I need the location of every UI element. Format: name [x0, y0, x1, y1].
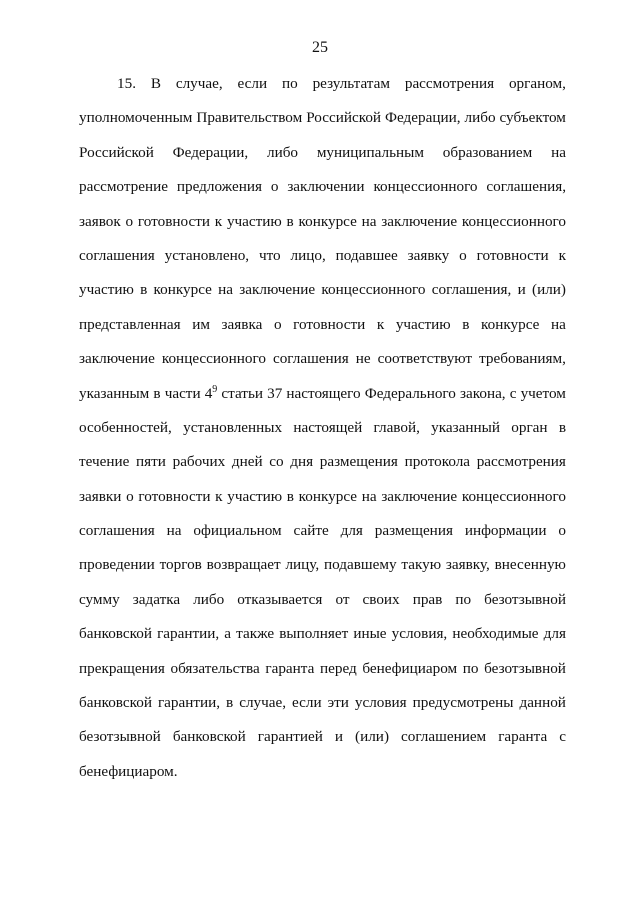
word: лицо, — [290, 246, 326, 264]
word: рассмотрения — [476, 453, 566, 471]
word: рассмотрение — [79, 178, 168, 196]
word: к — [214, 212, 223, 230]
word: в — [286, 212, 294, 230]
word: субъектом — [499, 109, 566, 127]
word: готовности — [476, 246, 549, 264]
word: и — [334, 728, 344, 746]
page-number: 25 — [312, 39, 328, 56]
word: условия, — [391, 625, 448, 643]
word: в — [226, 694, 234, 712]
word: готовности — [138, 487, 211, 505]
word: Федерального — [364, 384, 456, 402]
word: уполномоченным — [79, 109, 193, 127]
word: предусмотрены — [412, 694, 514, 712]
word: результатам — [312, 75, 390, 92]
word: на — [166, 522, 182, 540]
text-line — [79, 691, 566, 725]
word: о — [558, 522, 566, 540]
word: (или) — [355, 728, 389, 746]
word: размещения — [319, 453, 398, 471]
word: муниципальным — [316, 143, 424, 161]
word: банковской — [172, 728, 246, 746]
word: на — [551, 315, 566, 333]
word: о — [273, 315, 282, 333]
word: сайте — [293, 522, 329, 540]
word: требованиям, — [479, 350, 566, 368]
word: с — [559, 728, 566, 746]
text-line — [79, 657, 566, 691]
word: особенностей, — [79, 418, 172, 436]
text-line — [79, 622, 566, 656]
word: участию — [79, 281, 134, 299]
word: своих — [362, 590, 400, 608]
word: для — [340, 522, 363, 540]
word: учетом — [520, 384, 566, 402]
word: безотзывной — [484, 590, 566, 608]
word: либо — [193, 590, 225, 608]
word: сумму — [79, 590, 120, 608]
word: прав — [412, 590, 443, 608]
word: размещения — [374, 522, 453, 540]
word: данной — [519, 694, 566, 712]
word: части — [164, 384, 201, 402]
word: заключение — [381, 212, 458, 230]
word: установленных — [183, 418, 283, 436]
word: случае, — [239, 694, 287, 712]
text-line — [79, 106, 566, 140]
word: соответствуют — [377, 350, 473, 368]
word: торгов — [159, 556, 202, 574]
word: концессионного — [321, 281, 426, 299]
word: настоящего — [286, 384, 361, 402]
word: гарантии, — [157, 625, 220, 643]
word: выполняет — [279, 625, 349, 643]
word: о — [126, 487, 134, 505]
word: конкурсе — [298, 487, 358, 505]
word: не — [355, 350, 371, 368]
word: прекращения — [79, 659, 165, 677]
word: дня — [290, 453, 314, 471]
word: участию — [227, 487, 283, 505]
word: соглашения, — [486, 178, 566, 196]
word: концессионного — [461, 212, 566, 230]
word: банковской — [79, 694, 152, 712]
word: заявка — [221, 315, 263, 333]
word: соглашения — [79, 522, 155, 540]
word: по — [455, 590, 472, 608]
word: статьи — [221, 384, 263, 402]
word: им — [192, 315, 210, 333]
word: в — [153, 384, 161, 402]
word: главой, — [373, 418, 420, 436]
word: о — [125, 212, 134, 230]
word: настоящей — [293, 418, 363, 436]
text-line — [79, 382, 566, 416]
word: о — [270, 178, 279, 196]
word: внесенную — [494, 556, 566, 574]
word: необходимые — [452, 625, 539, 643]
word: рабочих — [172, 453, 226, 471]
word: заключение — [239, 281, 316, 299]
text-line — [79, 760, 566, 794]
word: 15. — [117, 75, 136, 92]
word: Федерации, — [385, 109, 461, 127]
word: соглашения — [272, 350, 349, 368]
word: рассмотрения — [404, 75, 495, 92]
word: к — [558, 246, 566, 264]
word: органом, — [508, 75, 566, 92]
word: предложения — [176, 178, 262, 196]
word: соглашения — [79, 246, 155, 264]
text-line — [79, 347, 566, 381]
word: информации — [464, 522, 547, 540]
word: Российской — [79, 143, 154, 161]
word: безотзывной — [484, 659, 566, 677]
word: заключение — [79, 350, 155, 368]
word: на — [218, 281, 234, 299]
word: гаранта — [498, 728, 548, 746]
word: банковской — [79, 625, 152, 643]
word: а — [224, 625, 232, 643]
word: гаранта — [265, 659, 315, 677]
word: гарантии, — [157, 694, 221, 712]
text-line — [79, 416, 566, 450]
word: указанный — [431, 418, 500, 436]
word: о — [459, 246, 467, 264]
word: орган — [511, 418, 548, 436]
word: если — [292, 694, 322, 712]
word: возвращает — [206, 556, 281, 574]
text-line — [79, 313, 566, 347]
word: в — [462, 315, 470, 333]
word: закона, — [460, 384, 506, 402]
word: подавшее — [335, 246, 398, 264]
word: в — [286, 487, 294, 505]
word: конкурсе — [481, 315, 540, 333]
word: и — [517, 281, 526, 299]
word: задатка — [132, 590, 181, 608]
word: концессионного — [373, 178, 478, 196]
word: либо — [266, 143, 299, 161]
word: конкурсе — [153, 281, 212, 299]
word: В — [150, 75, 161, 92]
word: участию — [395, 315, 451, 333]
text-line — [79, 553, 566, 587]
word: в — [140, 281, 148, 299]
word: на — [361, 487, 377, 505]
word: отказывается — [237, 590, 323, 608]
word: подавшему — [324, 556, 397, 574]
word: дней — [231, 453, 263, 471]
word: гарантией — [257, 728, 323, 746]
word: что — [258, 246, 281, 264]
text-line — [79, 210, 566, 244]
word: установлено, — [164, 246, 250, 264]
word: с — [509, 384, 517, 402]
word: указанным — [79, 384, 150, 402]
word: такую — [401, 556, 442, 574]
text-line — [79, 72, 566, 106]
word: либо — [464, 109, 496, 127]
word: безотзывной — [79, 728, 161, 746]
text-line — [79, 278, 566, 312]
word: 37 — [267, 384, 283, 402]
word: заявки — [79, 487, 122, 505]
word: по — [281, 75, 298, 92]
word: протокола — [404, 453, 471, 471]
word: в — [558, 418, 566, 436]
word: Правительством — [196, 109, 303, 127]
text-line — [79, 175, 566, 209]
word: участию — [226, 212, 282, 230]
text-line — [79, 725, 566, 759]
word: на — [361, 212, 377, 230]
word: на — [551, 143, 566, 161]
word: $4^9$ — [204, 383, 218, 402]
word: представленная — [79, 315, 181, 333]
word: концессионного — [461, 487, 566, 505]
word: пяти — [136, 453, 166, 471]
word: заключение — [381, 487, 458, 505]
word: концессионного — [161, 350, 266, 368]
word: иные — [353, 625, 387, 643]
word: бенефициаром — [362, 659, 458, 677]
word: перед — [319, 659, 357, 677]
word: бенефициаром. — [79, 762, 178, 780]
word: готовности — [293, 315, 366, 333]
text-line — [79, 450, 566, 484]
word: (или) — [532, 281, 566, 299]
word: случае, — [175, 75, 223, 92]
word: заключении — [287, 178, 365, 196]
word: заявку — [407, 246, 450, 264]
word: обязательства — [170, 659, 260, 677]
word: по — [462, 659, 479, 677]
word: конкурсе — [298, 212, 357, 230]
word: заявку, — [445, 556, 490, 574]
superscript: 9 — [212, 383, 218, 395]
word: Федерации, — [172, 143, 249, 161]
word: официальном — [193, 522, 282, 540]
word: со — [269, 453, 284, 471]
text-line — [79, 485, 566, 519]
word: течение — [79, 453, 130, 471]
word: проведении — [79, 556, 155, 574]
word: соглашением — [401, 728, 487, 746]
word: к — [215, 487, 223, 505]
word: для — [543, 625, 566, 643]
word: от — [335, 590, 350, 608]
word: также — [236, 625, 275, 643]
text-line — [79, 244, 566, 278]
word: Российской — [306, 109, 382, 127]
word: готовности — [137, 212, 210, 230]
word: если — [237, 75, 268, 92]
text-line — [79, 141, 566, 175]
word: эти — [327, 694, 349, 712]
word: образованием — [442, 143, 533, 161]
word: заявок — [79, 212, 121, 230]
document-body — [79, 72, 566, 794]
text-line — [79, 588, 566, 622]
word: к — [376, 315, 385, 333]
word: условия — [354, 694, 407, 712]
text-line — [79, 519, 566, 553]
word: соглашения, — [431, 281, 512, 299]
word: лицу, — [285, 556, 320, 574]
